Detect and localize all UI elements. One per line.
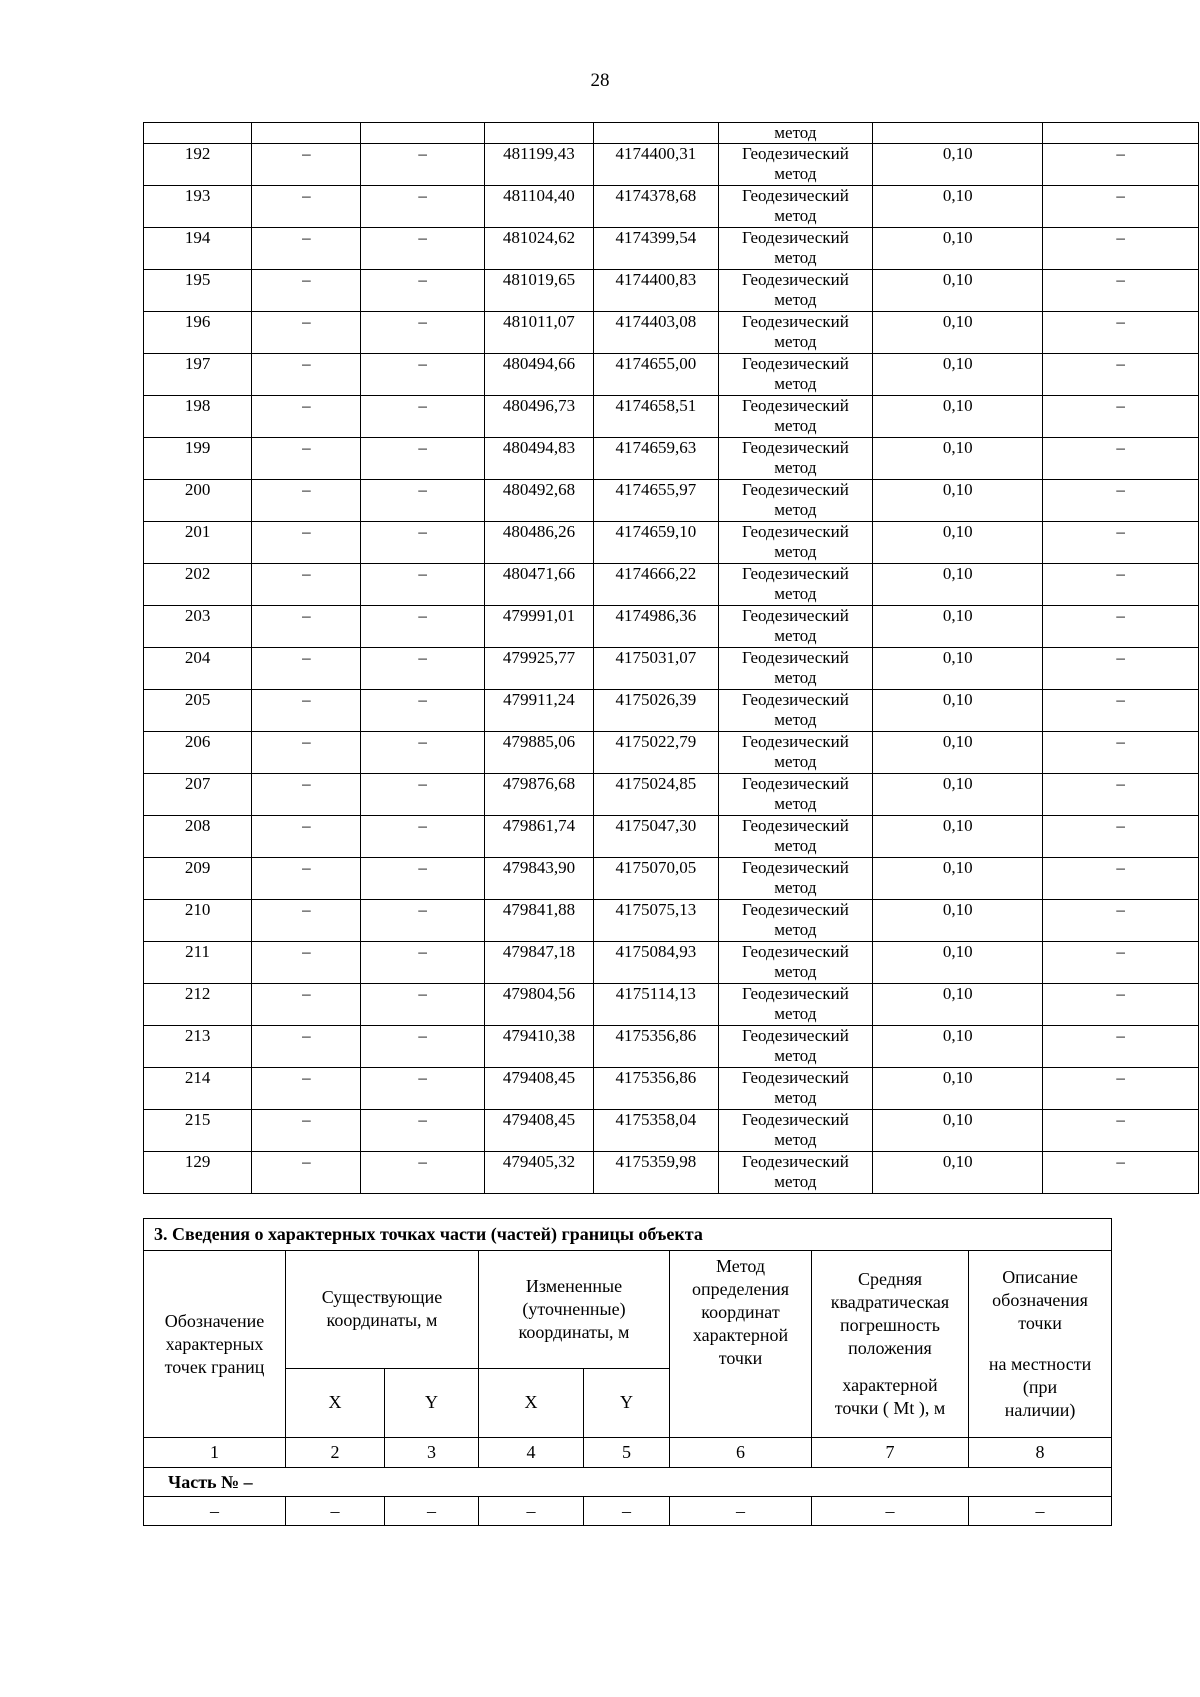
- existing-y-cell: –: [361, 1068, 484, 1110]
- mean-error-cell: 0,10: [873, 732, 1043, 774]
- description-cell: –: [1043, 522, 1199, 564]
- changed-x-cell: 479804,56: [484, 984, 593, 1026]
- existing-y-cell: –: [361, 1152, 484, 1194]
- table-row: [144, 900, 1199, 942]
- description-cell: –: [1043, 228, 1199, 270]
- table-row: [144, 732, 1199, 774]
- mean-error-cell: 0,10: [873, 774, 1043, 816]
- method-cell: Геодезический метод: [718, 984, 873, 1026]
- existing-x-cell: –: [252, 1110, 361, 1152]
- mean-error-cell: 0,10: [873, 1026, 1043, 1068]
- changed-y-cell: 4174400,31: [594, 144, 718, 186]
- description-cell: –: [1043, 1026, 1199, 1068]
- description-cell: –: [1043, 438, 1199, 480]
- part-label-row: [144, 1468, 1112, 1497]
- description-cell: –: [1043, 1068, 1199, 1110]
- part-boundary-table: [143, 1218, 1112, 1526]
- existing-x-cell: –: [252, 480, 361, 522]
- changed-x-cell: 479405,32: [484, 1152, 593, 1194]
- existing-x-cell: –: [252, 900, 361, 942]
- changed-y-cell: 4174666,22: [594, 564, 718, 606]
- header-y-existing: Y: [385, 1368, 479, 1437]
- method-cell: Геодезический метод: [718, 816, 873, 858]
- changed-y-cell: 4174378,68: [594, 186, 718, 228]
- existing-x-cell: –: [252, 690, 361, 732]
- point-number-cell: 201: [144, 522, 252, 564]
- point-number-cell: 200: [144, 480, 252, 522]
- existing-x-cell: –: [252, 1068, 361, 1110]
- description-cell: –: [1043, 690, 1199, 732]
- existing-y-cell: –: [361, 816, 484, 858]
- table-row: [144, 774, 1199, 816]
- table-row: [144, 438, 1199, 480]
- existing-y-cell: –: [361, 564, 484, 606]
- mean-error-cell: 0,10: [873, 270, 1043, 312]
- existing-y-cell: –: [361, 312, 484, 354]
- existing-x-cell: –: [252, 732, 361, 774]
- changed-y-cell: 4175114,13: [594, 984, 718, 1026]
- description-cell: –: [1043, 1110, 1199, 1152]
- existing-x-cell: –: [252, 144, 361, 186]
- existing-x-cell: –: [252, 1152, 361, 1194]
- existing-x-cell: –: [252, 438, 361, 480]
- changed-x-cell: 479843,90: [484, 858, 593, 900]
- empty-cell: –: [385, 1497, 479, 1526]
- changed-x-cell: 481024,62: [484, 228, 593, 270]
- table-row: [144, 984, 1199, 1026]
- changed-x-cell: 479925,77: [484, 648, 593, 690]
- changed-y-cell: 4175356,86: [594, 1026, 718, 1068]
- mean-error-cell: 0,10: [873, 1068, 1043, 1110]
- mean-error-cell: 0,10: [873, 690, 1043, 732]
- existing-x-cell: –: [252, 1026, 361, 1068]
- changed-x-cell: 479847,18: [484, 942, 593, 984]
- existing-x-cell: –: [252, 522, 361, 564]
- changed-y-cell: 4174659,63: [594, 438, 718, 480]
- empty-cell: –: [144, 1497, 286, 1526]
- description-cell: –: [1043, 186, 1199, 228]
- description-cell: –: [1043, 732, 1199, 774]
- column-number: 5: [584, 1438, 670, 1468]
- existing-x-cell: –: [252, 186, 361, 228]
- method-cell: Геодезический метод: [718, 522, 873, 564]
- description-cell: –: [1043, 774, 1199, 816]
- header-y-changed: Y: [584, 1368, 670, 1437]
- header-point-designation: Обозначение характерных точек границ: [144, 1251, 286, 1438]
- method-cell: Геодезический метод: [718, 312, 873, 354]
- point-number-cell: 207: [144, 774, 252, 816]
- mean-error-cell: 0,10: [873, 606, 1043, 648]
- existing-y-cell: –: [361, 690, 484, 732]
- table-row: [144, 816, 1199, 858]
- changed-x-cell: 480471,66: [484, 564, 593, 606]
- point-number-cell: 196: [144, 312, 252, 354]
- changed-x-cell: 480494,83: [484, 438, 593, 480]
- description-cell: –: [1043, 984, 1199, 1026]
- changed-x-cell: 479410,38: [484, 1026, 593, 1068]
- method-cell: Геодезический метод: [718, 858, 873, 900]
- table-row: [144, 858, 1199, 900]
- point-number-cell: 197: [144, 354, 252, 396]
- mean-error-cell: 0,10: [873, 900, 1043, 942]
- method-cell: Геодезический метод: [718, 732, 873, 774]
- changed-y-cell: 4174655,97: [594, 480, 718, 522]
- column-number: 7: [812, 1438, 969, 1468]
- table-row: [144, 1110, 1199, 1152]
- table-row: [144, 522, 1199, 564]
- changed-y-cell: 4174659,10: [594, 522, 718, 564]
- mean-error-cell: 0,10: [873, 396, 1043, 438]
- existing-x-cell: –: [252, 312, 361, 354]
- existing-y-cell: –: [361, 984, 484, 1026]
- table-row: [144, 1152, 1199, 1194]
- header-method: Метод определения координат характерной точки: [670, 1251, 812, 1438]
- method-cell: Геодезический метод: [718, 774, 873, 816]
- method-cell: Геодезический метод: [718, 186, 873, 228]
- existing-y-cell: –: [361, 144, 484, 186]
- mean-error-cell: 0,10: [873, 354, 1043, 396]
- existing-y-cell: –: [361, 732, 484, 774]
- page-number: 28: [590, 70, 610, 91]
- column-number: 8: [969, 1438, 1112, 1468]
- table-row: [144, 564, 1199, 606]
- existing-y-cell: –: [361, 942, 484, 984]
- empty-data-row: [144, 1497, 1112, 1526]
- point-number-cell: 194: [144, 228, 252, 270]
- existing-y-cell: –: [361, 480, 484, 522]
- header-row: [144, 1251, 1112, 1369]
- description-cell: –: [1043, 1152, 1199, 1194]
- mean-error-cell: 0,10: [873, 438, 1043, 480]
- changed-y-cell: 4174986,36: [594, 606, 718, 648]
- changed-x-cell: 480494,66: [484, 354, 593, 396]
- existing-y-cell: –: [361, 354, 484, 396]
- changed-x-cell: 480496,73: [484, 396, 593, 438]
- changed-x-cell: 479408,45: [484, 1068, 593, 1110]
- changed-y-cell: 4175031,07: [594, 648, 718, 690]
- mean-error-cell: 0,10: [873, 228, 1043, 270]
- column-number: 6: [670, 1438, 812, 1468]
- table-row: [144, 1026, 1199, 1068]
- existing-y-cell: –: [361, 900, 484, 942]
- mean-error-cell: 0,10: [873, 522, 1043, 564]
- existing-y-cell: –: [361, 774, 484, 816]
- point-number-cell: 198: [144, 396, 252, 438]
- header-changed-coords: Измененные (уточненные) координаты, м: [479, 1251, 670, 1369]
- changed-y-cell: 4175070,05: [594, 858, 718, 900]
- header-point-description: Описание обозначения точки на местности (при наличии): [969, 1251, 1112, 1438]
- point-number-cell: 195: [144, 270, 252, 312]
- table-row: [144, 648, 1199, 690]
- point-number-cell: 193: [144, 186, 252, 228]
- existing-x-cell: –: [252, 396, 361, 438]
- mean-error-cell: 0,10: [873, 984, 1043, 1026]
- changed-x-cell: 479876,68: [484, 774, 593, 816]
- header-existing-coords: Существующие координаты, м: [286, 1251, 479, 1369]
- table-row: [144, 354, 1199, 396]
- existing-x-cell: –: [252, 984, 361, 1026]
- table-row: [144, 690, 1199, 732]
- existing-y-cell: –: [361, 396, 484, 438]
- empty-cell: –: [969, 1497, 1112, 1526]
- description-cell: –: [1043, 144, 1199, 186]
- existing-x-cell: –: [252, 564, 361, 606]
- section-title: 3. Сведения о характерных точках части (частей) границы объекта: [144, 1219, 1112, 1251]
- table-row: [144, 1068, 1199, 1110]
- changed-x-cell: 481104,40: [484, 186, 593, 228]
- existing-x-cell: –: [252, 774, 361, 816]
- changed-y-cell: 4175358,04: [594, 1110, 718, 1152]
- description-cell: –: [1043, 648, 1199, 690]
- changed-y-cell: 4175047,30: [594, 816, 718, 858]
- mean-error-cell: 0,10: [873, 816, 1043, 858]
- section-title-row: [144, 1219, 1112, 1251]
- column-number: 4: [479, 1438, 584, 1468]
- empty-cell: –: [812, 1497, 969, 1526]
- point-number-cell: 202: [144, 564, 252, 606]
- header-x-existing: X: [286, 1368, 385, 1437]
- mean-error-cell: 0,10: [873, 186, 1043, 228]
- column-number: 2: [286, 1438, 385, 1468]
- point-number-cell: 203: [144, 606, 252, 648]
- mean-error-cell: 0,10: [873, 312, 1043, 354]
- method-cell: Геодезический метод: [718, 1110, 873, 1152]
- changed-y-cell: 4174658,51: [594, 396, 718, 438]
- header-x-changed: X: [479, 1368, 584, 1437]
- table-row: [144, 396, 1199, 438]
- method-cell: метод: [718, 123, 873, 144]
- changed-y-cell: 4175084,93: [594, 942, 718, 984]
- changed-y-cell: 4175024,85: [594, 774, 718, 816]
- point-number-cell: 205: [144, 690, 252, 732]
- description-cell: –: [1043, 312, 1199, 354]
- existing-y-cell: –: [361, 1110, 484, 1152]
- method-cell: Геодезический метод: [718, 606, 873, 648]
- existing-y-cell: –: [361, 648, 484, 690]
- changed-x-cell: 479885,06: [484, 732, 593, 774]
- point-number-cell: 210: [144, 900, 252, 942]
- point-number-cell: 208: [144, 816, 252, 858]
- changed-y-cell: 4174655,00: [594, 354, 718, 396]
- existing-x-cell: –: [252, 858, 361, 900]
- existing-y-cell: –: [361, 270, 484, 312]
- changed-x-cell: 480492,68: [484, 480, 593, 522]
- method-cell: Геодезический метод: [718, 1026, 873, 1068]
- empty-cell: –: [479, 1497, 584, 1526]
- point-number-cell: 199: [144, 438, 252, 480]
- mean-error-cell: 0,10: [873, 1110, 1043, 1152]
- method-cell: Геодезический метод: [718, 228, 873, 270]
- changed-x-cell: 479408,45: [484, 1110, 593, 1152]
- point-number-cell: 215: [144, 1110, 252, 1152]
- description-cell: –: [1043, 270, 1199, 312]
- method-cell: Геодезический метод: [718, 144, 873, 186]
- description-cell: –: [1043, 606, 1199, 648]
- existing-x-cell: –: [252, 228, 361, 270]
- changed-x-cell: 481019,65: [484, 270, 593, 312]
- point-number-cell: 212: [144, 984, 252, 1026]
- existing-y-cell: –: [361, 522, 484, 564]
- table-row: [144, 606, 1199, 648]
- mean-error-cell: 0,10: [873, 858, 1043, 900]
- changed-x-cell: 479911,24: [484, 690, 593, 732]
- existing-x-cell: –: [252, 606, 361, 648]
- description-cell: –: [1043, 480, 1199, 522]
- method-cell: Геодезический метод: [718, 270, 873, 312]
- table-row: [144, 186, 1199, 228]
- table-row: [144, 480, 1199, 522]
- changed-y-cell: 4175026,39: [594, 690, 718, 732]
- point-number-cell: 192: [144, 144, 252, 186]
- empty-cell: –: [286, 1497, 385, 1526]
- method-cell: Геодезический метод: [718, 648, 873, 690]
- table-row: [144, 312, 1199, 354]
- table-row: [144, 123, 1199, 144]
- description-cell: –: [1043, 564, 1199, 606]
- existing-x-cell: –: [252, 816, 361, 858]
- point-number-cell: 129: [144, 1152, 252, 1194]
- existing-y-cell: –: [361, 606, 484, 648]
- changed-y-cell: 4174403,08: [594, 312, 718, 354]
- method-cell: Геодезический метод: [718, 480, 873, 522]
- empty-cell: –: [670, 1497, 812, 1526]
- changed-x-cell: 481011,07: [484, 312, 593, 354]
- method-cell: Геодезический метод: [718, 396, 873, 438]
- table-row: [144, 270, 1199, 312]
- method-cell: Геодезический метод: [718, 564, 873, 606]
- method-cell: Геодезический метод: [718, 900, 873, 942]
- changed-x-cell: 481199,43: [484, 144, 593, 186]
- existing-x-cell: –: [252, 354, 361, 396]
- table-row: [144, 942, 1199, 984]
- method-cell: Геодезический метод: [718, 1068, 873, 1110]
- description-cell: –: [1043, 396, 1199, 438]
- table-row: [144, 144, 1199, 186]
- existing-x-cell: –: [252, 942, 361, 984]
- changed-x-cell: 480486,26: [484, 522, 593, 564]
- coordinates-table: [143, 122, 1199, 1194]
- existing-y-cell: –: [361, 186, 484, 228]
- part-label: Часть № –: [144, 1468, 1112, 1497]
- description-cell: –: [1043, 900, 1199, 942]
- description-cell: –: [1043, 942, 1199, 984]
- column-number: 3: [385, 1438, 479, 1468]
- description-cell: –: [1043, 816, 1199, 858]
- changed-y-cell: 4174400,83: [594, 270, 718, 312]
- mean-error-cell: 0,10: [873, 480, 1043, 522]
- existing-y-cell: –: [361, 228, 484, 270]
- changed-x-cell: 479991,01: [484, 606, 593, 648]
- column-numbers-row: [144, 1438, 1112, 1468]
- method-cell: Геодезический метод: [718, 354, 873, 396]
- table-row: [144, 228, 1199, 270]
- point-number-cell: 213: [144, 1026, 252, 1068]
- changed-y-cell: 4175022,79: [594, 732, 718, 774]
- point-number-cell: 206: [144, 732, 252, 774]
- changed-y-cell: 4175356,86: [594, 1068, 718, 1110]
- changed-x-cell: 479841,88: [484, 900, 593, 942]
- point-number-cell: 214: [144, 1068, 252, 1110]
- existing-x-cell: –: [252, 648, 361, 690]
- description-cell: –: [1043, 354, 1199, 396]
- mean-error-cell: 0,10: [873, 648, 1043, 690]
- existing-y-cell: –: [361, 1026, 484, 1068]
- method-cell: Геодезический метод: [718, 1152, 873, 1194]
- description-cell: –: [1043, 858, 1199, 900]
- method-cell: Геодезический метод: [718, 438, 873, 480]
- method-cell: Геодезический метод: [718, 690, 873, 732]
- existing-x-cell: –: [252, 270, 361, 312]
- mean-error-cell: 0,10: [873, 144, 1043, 186]
- point-number-cell: 204: [144, 648, 252, 690]
- changed-x-cell: 479861,74: [484, 816, 593, 858]
- existing-y-cell: –: [361, 858, 484, 900]
- mean-error-cell: 0,10: [873, 942, 1043, 984]
- changed-y-cell: 4175075,13: [594, 900, 718, 942]
- header-mean-error: Средняя квадратическая погрешность положения характерной точки ( Mt ), м: [812, 1251, 969, 1438]
- mean-error-cell: 0,10: [873, 1152, 1043, 1194]
- point-number-cell: 211: [144, 942, 252, 984]
- empty-cell: –: [584, 1497, 670, 1526]
- changed-y-cell: 4174399,54: [594, 228, 718, 270]
- changed-y-cell: 4175359,98: [594, 1152, 718, 1194]
- column-number: 1: [144, 1438, 286, 1468]
- existing-y-cell: –: [361, 438, 484, 480]
- point-number-cell: 209: [144, 858, 252, 900]
- method-cell: Геодезический метод: [718, 942, 873, 984]
- mean-error-cell: 0,10: [873, 564, 1043, 606]
